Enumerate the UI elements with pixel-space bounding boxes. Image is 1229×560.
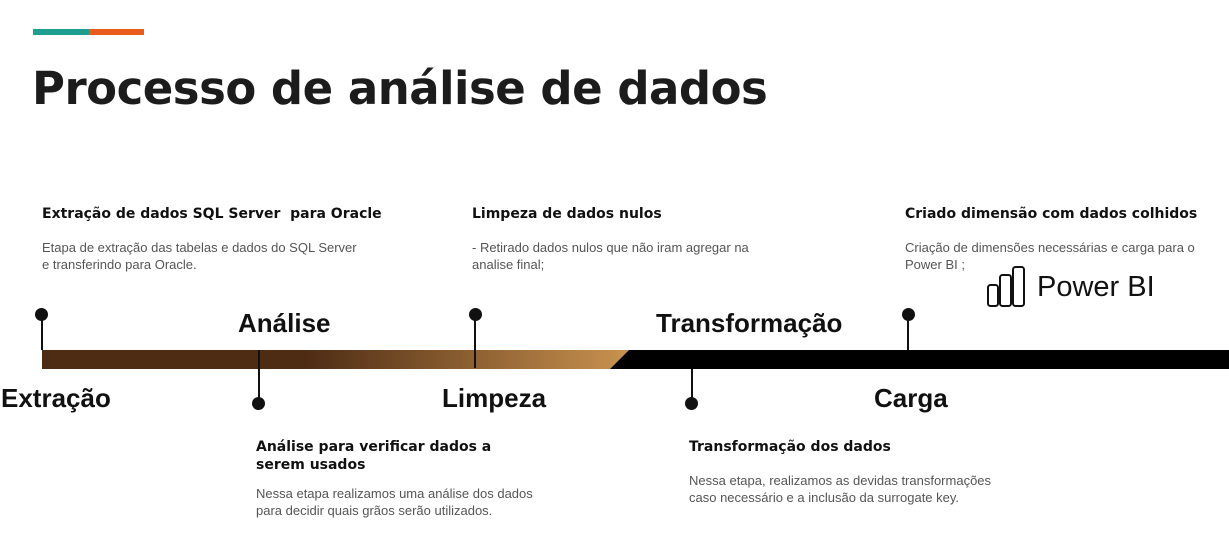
accent-bar-orange: [89, 29, 144, 35]
timeline-bar: [42, 350, 1229, 369]
timeline-stem-carga: [907, 316, 909, 350]
card-body-extracao: Etapa de extração das tabelas e dados do SQL Server e transferindo para Oracle.: [42, 240, 357, 272]
card-body-transformacao: Nessa etapa, realizamos as devidas transformações caso necessário e a inclusão da surrogate key.: [689, 473, 992, 505]
card-body-limpeza: - Retirado dados nulos que não iram agregar na analise final;: [472, 240, 749, 272]
card-heading-limpeza: Limpeza de dados nulos: [472, 206, 662, 222]
power-bi-text: Power BI: [1037, 270, 1155, 303]
card-body-carga: Criação de dimensões necessárias e carga para o Power BI ;: [905, 240, 1195, 272]
timeline-stem-limpeza: [474, 316, 476, 368]
power-bi-logo: [986, 266, 1155, 308]
card-heading-analise: Análise para verificar dados a serem usados: [256, 439, 492, 473]
accent-bar-teal: [33, 29, 89, 35]
card-heading-extracao: Extração de dados SQL Server para Oracle: [42, 206, 382, 222]
timeline-stem-extracao: [41, 316, 43, 350]
timeline-stem-transformacao: [691, 369, 693, 400]
timeline-stem-analise: [258, 350, 260, 400]
timeline-segment-brown: [42, 350, 629, 369]
card-body-analise: Nessa etapa realizamos uma análise dos dados para decidir quais grãos serão utilizados.: [256, 486, 533, 518]
phase-label-analise: Análise: [238, 308, 331, 338]
card-heading-transformacao: Transformação dos dados: [689, 439, 891, 455]
phase-label-carga: Carga: [874, 383, 948, 413]
timeline-segment-black: [610, 350, 1229, 369]
card-heading-carga: Criado dimensão com dados colhidos: [905, 206, 1198, 222]
page-title: Processo de análise de dados: [32, 62, 768, 115]
timeline-marker-analise: [252, 397, 265, 410]
phase-label-limpeza: Limpeza: [442, 383, 547, 413]
power-bi-icon: [986, 266, 1026, 308]
phase-label-extracao: Extração: [1, 383, 111, 413]
timeline-marker-transformacao: [685, 397, 698, 410]
phase-label-transformacao: Transformação: [656, 308, 843, 338]
